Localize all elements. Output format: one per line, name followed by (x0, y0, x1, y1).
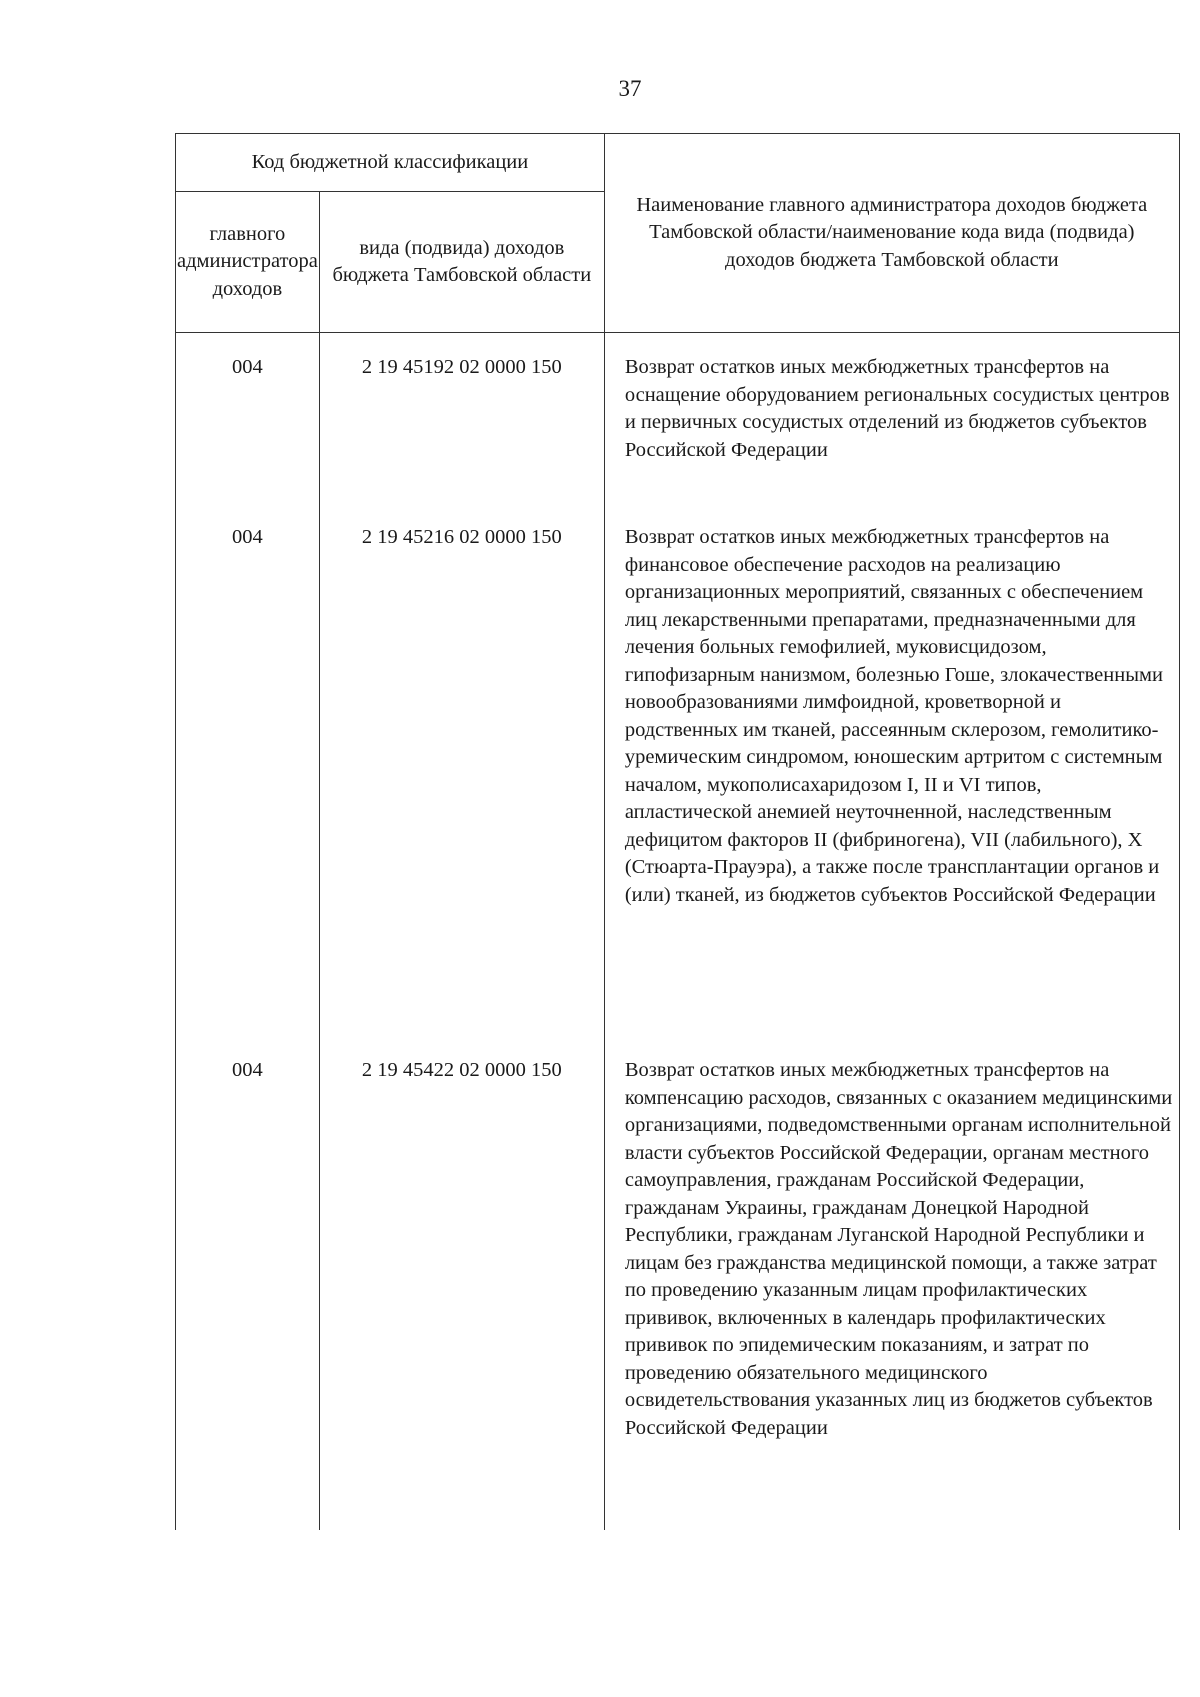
income-code-cell: 2 19 45216 02 0000 150 (319, 503, 604, 1036)
description-cell: Возврат остатков иных межбюджетных трансфертов на компенсацию расходов, связанных с оказанием медицинскими организациями, подведомственными органам исполнительной власти субъектов Российской Федерации, органам местного самоуправления, гражданам Российской Федерации, гражданам Украины, гражданам Донецкой Народной Республики, гражданам Луганской Народной Республики и лицам без гражданства медицинской помощи, а также затрат по проведению указанным лицам профилактических прививок, включенных в календарь профилактических прививок по эпидемическим показаниям, и затрат по проведению обязательного медицинского освидетельствования указанных лиц из бюджетов субъектов Российской Федерации (604, 1036, 1179, 1530)
admin-code-cell: 004 (176, 503, 320, 1036)
description-cell: Возврат остатков иных межбюджетных трансфертов на оснащение оборудованием региональных сосудистых центров и первичных сосудистых отделений из бюджетов субъектов Российской Федерации (604, 333, 1179, 504)
table-row (176, 333, 1180, 504)
admin-code-cell: 004 (176, 1036, 320, 1530)
description-cell: Возврат остатков иных межбюджетных трансфертов на финансовое обеспечение расходов на реализацию организационных мероприятий, связанных с обеспечением лиц лекарственными препаратами, предназначенными для лечения больных гемофилией, муковисцидозом, гипофизарным нанизмом, болезнью Гоше, злокачественными новообразованиями лимфоидной, кроветворной и родственных им тканей, рассеянным склерозом, гемолитико-уремическим синдромом, юношеским артритом с системным началом, мукополисахаридозом I, II и VI типов, апластической анемией неуточненной, наследственным дефицитом факторов II (фибриногена), VII (лабильного), X (Стюарта-Прауэра), а также после трансплантации органов и (или) тканей, из бюджетов субъектов Российской Федерации (604, 503, 1179, 1036)
header-name-column: Наименование главного администратора доходов бюджета Тамбовской области/наименование кода вида (подвида) доходов бюджета Тамбовской области (604, 134, 1179, 333)
header-budget-code-group: Код бюджетной классификации (176, 134, 605, 192)
table-row (176, 1036, 1180, 1530)
income-code-cell: 2 19 45422 02 0000 150 (319, 1036, 604, 1530)
header-income-type-column: вида (подвида) доходов бюджета Тамбовской области (319, 192, 604, 333)
table-row (176, 503, 1180, 1036)
budget-classification-table (175, 133, 1180, 1530)
admin-code-cell: 004 (176, 333, 320, 504)
header-admin-column: главного администратора доходов (176, 192, 320, 333)
page-number: 37 (618, 76, 642, 101)
income-code-cell: 2 19 45192 02 0000 150 (319, 333, 604, 504)
